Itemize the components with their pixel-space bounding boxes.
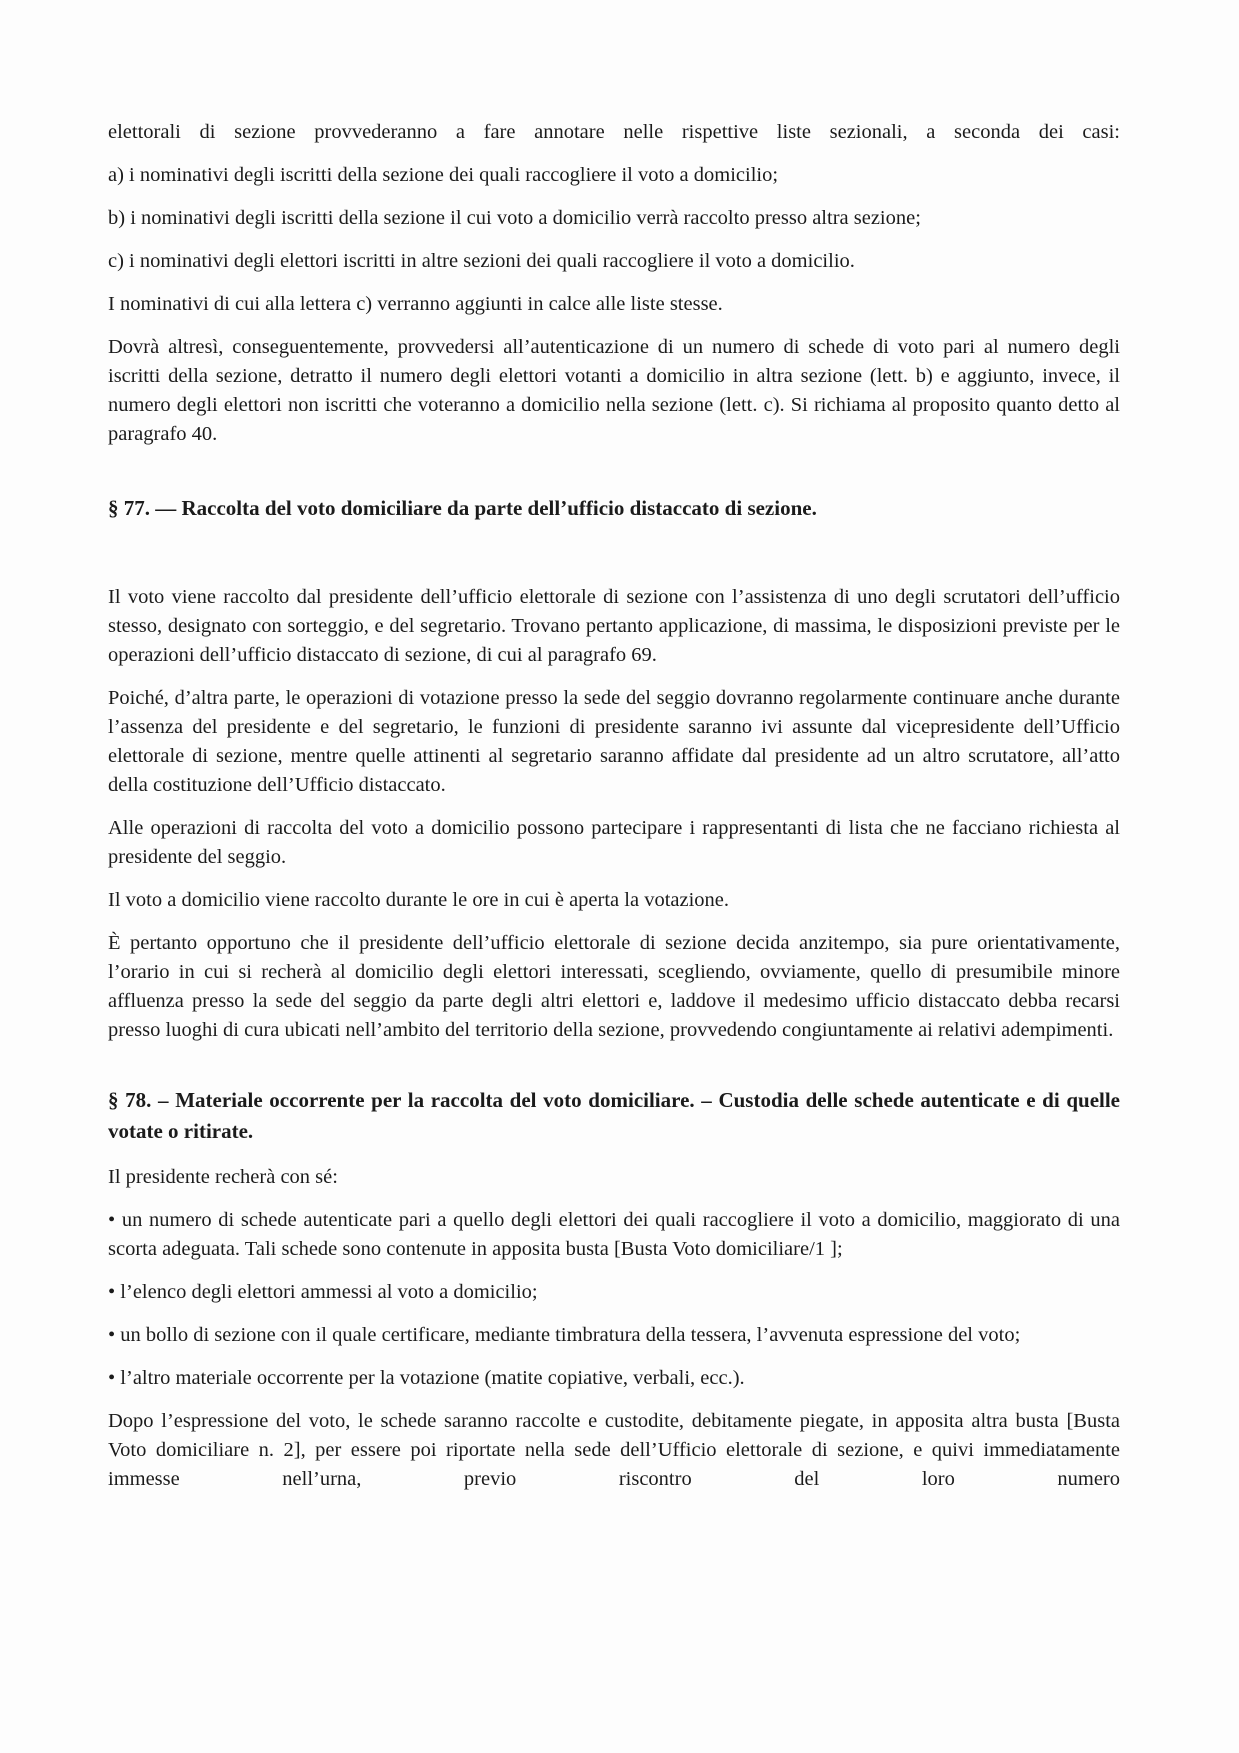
bullet-elenco-elettori: • l’elenco degli elettori ammessi al voto a domicilio;: [108, 1281, 538, 1303]
paragraph-il-voto-viene-raccolto: Il voto viene raccolto dal presidente dell’ufficio elettorale di sezione con l’assistenza di uno degli scrutatori dell’ufficio stesso, designato con sorteggio, e del segretario. Trovano pertanto applicazione, di massima, le disposizioni previste per le operazioni dell’ufficio distaccato di sezione, di cui al paragrafo 69.: [108, 586, 1120, 666]
page-text-column: [108, 118, 1120, 1494]
paragraph-voto-durante-ore: Il voto a domicilio viene raccolto durante le ore in cui è aperta la votazione.: [108, 889, 730, 911]
bullet-altro-materiale: • l’altro materiale occorrente per la votazione (matite copiative, verbali, ecc.).: [108, 1367, 745, 1389]
paragraph-nominativi: I nominativi di cui alla lettera c) verranno aggiunti in calce alle liste stesse.: [108, 293, 723, 315]
paragraph-alle-operazioni: Alle operazioni di raccolta del voto a domicilio possono partecipare i rappresentanti di lista che ne facciano richiesta al presidente del seggio.: [108, 817, 1120, 868]
bullet-bollo-di-sezione: • un bollo di sezione con il quale certificare, mediante timbratura della tessera, l’avvenuta espressione del voto;: [108, 1324, 1021, 1346]
list-item-c: c) i nominativi degli elettori iscritti in altre sezioni dei quali raccogliere il voto a domicilio.: [108, 250, 855, 272]
paragraph-poiche-daltra-parte: Poiché, d’altra parte, le operazioni di votazione presso la sede del seggio dovranno regolarmente continuare anche durante l’assenza del presidente e del segretario, le funzioni di presidente saranno ivi assunte dal vicepresidente dell’Ufficio elettorale di sezione, mentre quelle attinenti al segretario saranno affidate dal presidente ad un altro scrutatore, all’atto della costituzione dell’Ufficio distaccato.: [108, 687, 1120, 796]
list-item-a: a) i nominativi degli iscritti della sezione dei quali raccogliere il voto a domicilio;: [108, 164, 779, 186]
paragraph-dovra-altresi: Dovrà altresì, conseguentemente, provvedersi all’autenticazione di un numero di schede di voto pari al numero degli iscritti della sezione, detratto il numero degli elettori votanti a domicilio in altra sezione (lett. b) e aggiunto, invece, il numero degli elettori non iscritti che voteranno a domicilio nella sezione (lett. c). Si richiama al proposito quanto detto al paragrafo 40.: [108, 336, 1120, 445]
section-heading-77: § 77. — Raccolta del voto domiciliare da parte dell’ufficio distaccato di sezione.: [108, 496, 817, 520]
bullet-schede-autenticate: • un numero di schede autenticate pari a quello degli elettori dei quali raccogliere il voto a domicilio, maggiorato di una scorta adeguata. Tali schede sono contenute in apposita busta [Busta Voto domiciliare/1 ];: [108, 1209, 1120, 1260]
section-heading-78: § 78. – Materiale occorrente per la raccolta del voto domiciliare. – Custodia delle schede autenticate e di quelle votate o ritirate.: [108, 1088, 1120, 1143]
paragraph-il-presidente-rechera: Il presidente recherà con sé:: [108, 1166, 338, 1188]
paragraph-dopo-espressione: Dopo l’espressione del voto, le schede saranno raccolte e custodite, debitamente piegate, in apposita altra busta [Busta Voto domiciliare n. 2], per essere poi riportate nella sede dell’Ufficio elettorale di sezione, e quivi immediatamente immesse nell’urna, previo riscontro del loro numero: [108, 1410, 1120, 1490]
list-item-b: b) i nominativi degli iscritti della sezione il cui voto a domicilio verrà raccolto presso altra sezione;: [108, 207, 921, 229]
paragraph-continuation: elettorali di sezione provvederanno a fare annotare nelle rispettive liste sezionali, a seconda dei casi:: [108, 121, 1120, 143]
paragraph-e-pertanto-opportuno: È pertanto opportuno che il presidente dell’ufficio elettorale di sezione decida anzitempo, sia pure orientativamente, l’orario in cui si recherà al domicilio degli elettori interessati, scegliendo, ovviamente, quello di presumibile minore affluenza presso la sede del seggio da parte degli altri elettori e, laddove il medesimo ufficio distaccato debba recarsi presso luoghi di cura ubicati nell’ambito del territorio della sezione, provvedendo congiuntamente ai relativi adempimenti.: [108, 932, 1120, 1041]
